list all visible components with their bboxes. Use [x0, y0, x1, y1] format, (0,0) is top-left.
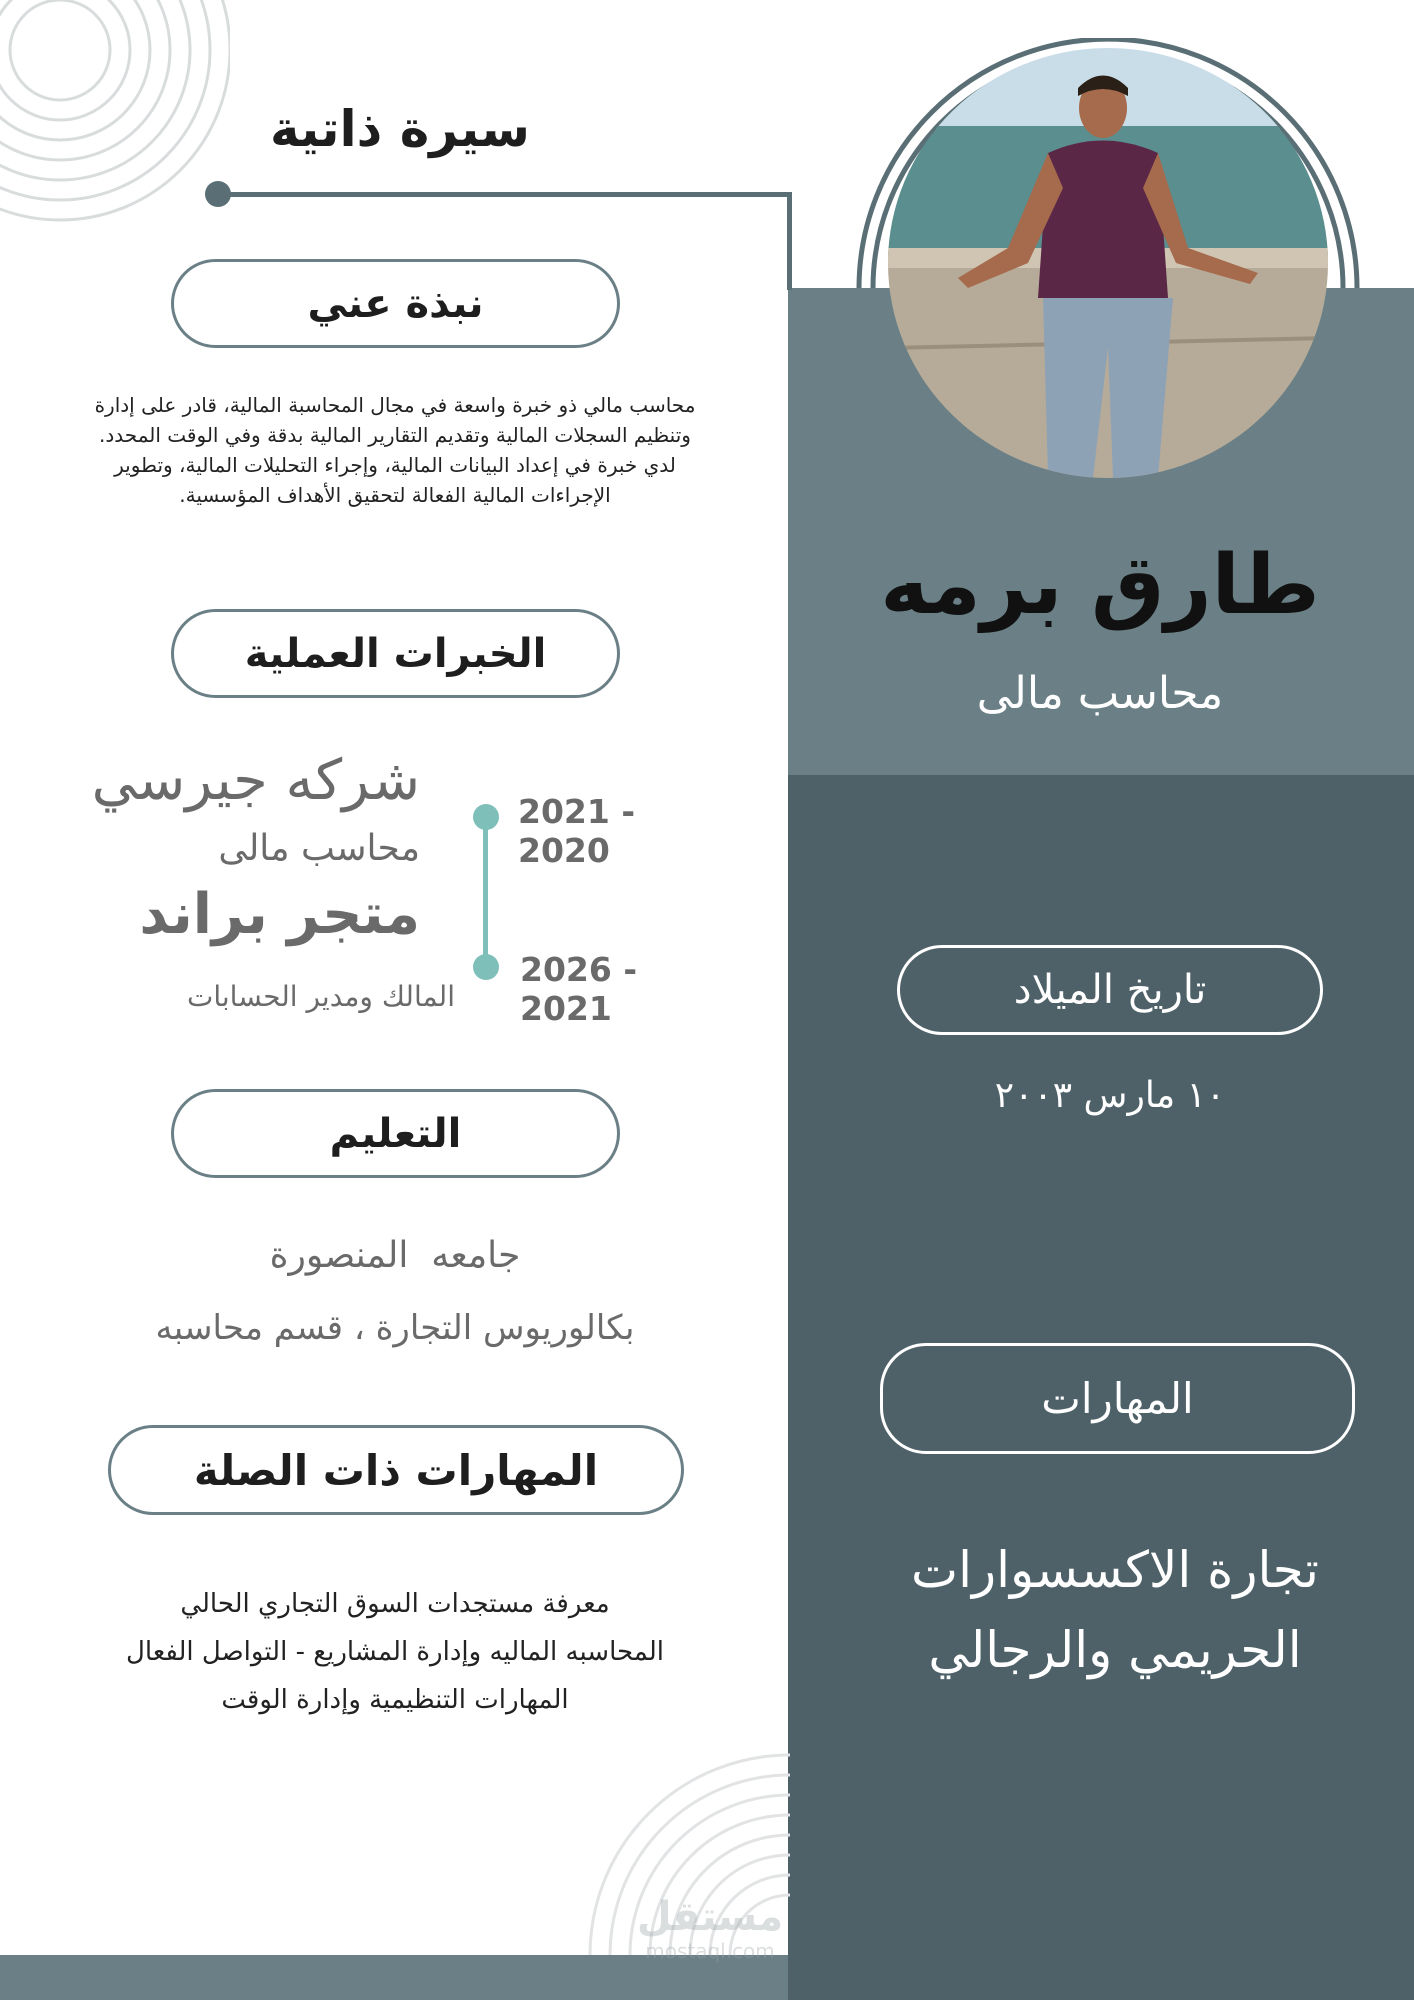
title-connector-dot — [205, 181, 231, 207]
watermark-logo: مستقل — [636, 1894, 784, 1940]
related-skill-item: معرفة مستجدات السوق التجاري الحالي — [180, 1589, 610, 1619]
birth-date-value: ١٠ مارس ٢٠٠٣ — [994, 1075, 1226, 1116]
title-connector-drop — [787, 192, 792, 290]
profile-name: طارق برمه — [880, 538, 1320, 633]
related-skill-item: المهارات التنظيمية وإدارة الوقت — [221, 1685, 569, 1715]
experience-timeline-dot — [473, 954, 499, 980]
education-heading-label: التعليم — [329, 1110, 462, 1157]
experience-company: متجر براند — [139, 882, 420, 947]
skills-heading — [880, 1343, 1355, 1454]
about-line: وتنظيم السجلات المالية وتقديم التقارير المالية بدقة وفي الوقت المحدد. — [99, 423, 691, 447]
skills-heading-label: المهارات — [1041, 1374, 1194, 1423]
about-heading — [171, 259, 620, 348]
page-title: سيرة ذاتية — [270, 100, 530, 158]
about-line: الإجراءات المالية الفعالة لتحقيق الأهداف المؤسسية. — [179, 483, 611, 507]
experience-timeline-line — [483, 813, 488, 968]
experience-timeline-dot — [473, 804, 499, 830]
about-line: محاسب مالي ذو خبرة واسعة في مجال المحاسبة المالية، قادر على إدارة — [94, 393, 696, 417]
education-heading — [171, 1089, 620, 1178]
experience-heading-label: الخبرات العملية — [244, 630, 547, 677]
experience-period: 2021 - 2020 — [518, 792, 636, 870]
related-skills-list — [40, 1580, 750, 1724]
watermark-site: mostaql.com — [645, 1939, 775, 1963]
education-degree: بكالوريوس التجارة ، قسم محاسبه — [155, 1308, 635, 1348]
about-heading-label: نبذة عني — [307, 280, 484, 327]
skills-list — [830, 1530, 1400, 1690]
watermark — [615, 1895, 805, 1963]
decorative-rings-top — [0, 0, 230, 240]
skill-item: تجارة الاكسسوارات — [911, 1541, 1319, 1599]
skill-item: الحريمي والرجالي — [928, 1621, 1302, 1679]
experience-company: شركه جيرسي — [91, 748, 420, 813]
related-skill-item: المحاسبه الماليه وإدارة المشاريع - التواصل الفعال — [126, 1637, 664, 1667]
related-skills-heading — [108, 1425, 684, 1515]
experience-role: المالك ومدير الحسابات — [187, 980, 455, 1013]
title-connector-line — [220, 192, 792, 197]
about-line: لدي خبرة في إعداد البيانات المالية، وإجراء التحليلات المالية، وتطوير — [114, 453, 676, 477]
education-university: جامعه المنصورة — [269, 1235, 521, 1276]
profile-job-title: محاسب مالى — [976, 668, 1224, 719]
experience-heading — [171, 609, 620, 698]
experience-role: محاسب مالى — [218, 828, 420, 869]
experience-period: 2026 - 2021 — [520, 950, 638, 1028]
related-skills-heading-label: المهارات ذات الصلة — [193, 1445, 599, 1495]
about-text — [40, 390, 750, 510]
profile-photo — [888, 48, 1328, 478]
birth-date-heading — [897, 945, 1323, 1035]
birth-date-heading-label: تاريخ الميلاد — [1013, 967, 1207, 1013]
